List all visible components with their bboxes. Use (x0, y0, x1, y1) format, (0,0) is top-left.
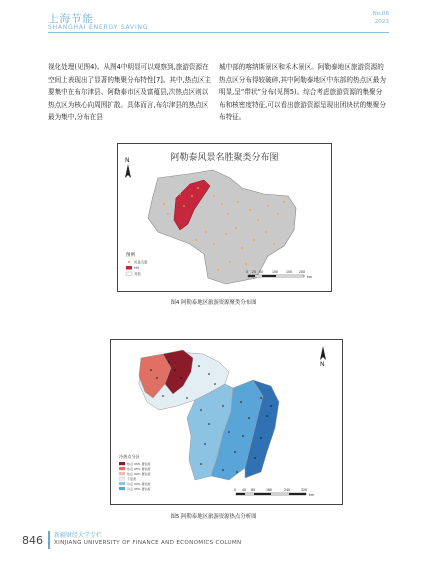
legend-item: 冷点 90% 置信度 (127, 481, 151, 486)
legend-swatch (119, 482, 125, 485)
figure-title: 阿勒泰风景名胜聚类分布图 (170, 153, 279, 163)
page-number: 846 (22, 534, 43, 547)
svg-text:25: 25 (252, 270, 257, 274)
header-divider (48, 32, 389, 33)
svg-text:100: 100 (272, 270, 279, 274)
svg-text:40: 40 (242, 488, 247, 492)
legend-item: HH (134, 266, 140, 270)
legend-item: 热点 90% 置信度 (127, 471, 151, 476)
svg-text:150: 150 (286, 270, 293, 274)
hotspot-map-graphic (111, 340, 342, 504)
legend-swatch (119, 467, 125, 470)
legend-swatch (119, 487, 125, 490)
legend-swatch (119, 462, 125, 465)
north-arrow-icon (320, 346, 326, 360)
north-label: N (125, 157, 130, 164)
legend-item: 热点 99% 置信度 (127, 461, 151, 466)
legend-item: 热点 95% 置信度 (127, 466, 151, 471)
svg-text:80: 80 (251, 488, 256, 492)
issue-number: No.06 (372, 11, 389, 17)
cluster-map-graphic (118, 144, 331, 291)
issue-year: 2023 (374, 19, 389, 25)
figure-caption: 图5 阿勒泰地区旅游资源热点分析图 (170, 514, 257, 520)
north-label: N (320, 361, 325, 368)
svg-text:km: km (307, 275, 312, 279)
legend-swatch (119, 472, 125, 475)
svg-text:320: 320 (301, 488, 308, 492)
region-shape (148, 170, 296, 284)
legend-item: 不显著 (127, 476, 137, 481)
legend-hh-swatch (126, 266, 132, 270)
figure-cluster-map (117, 143, 332, 292)
paragraph-right: 城中部的喀纳斯景区和禾木景区。阿勒泰地区旅游资源的热点区分布得较破碎,其中阿勒泰地区中东部的热点区最为明显,呈“带状”分布(见图5)。综合考虑旅游资源的集聚分布和核密度特征,可以看出旅游资源呈现出团块状的集聚分布特征。 (219, 63, 386, 122)
paragraph-left: 视化处理(见图4)。从图4中明显可以观察到,旅游资源在空间上表现出了显著的集聚分布特性[7]。其中,热点区主要集中在布尔津县、阿勒泰市区及富蕴县,次热点区则以热点区为核心向周围扩散。具体而言,布尔津县的热点区最为集中,分布在县 (48, 63, 212, 122)
column-name-en: XINJIANG UNIVERSITY OF FINANCE AND ECONOMICS COLUMN (54, 540, 242, 546)
svg-text:160: 160 (266, 488, 273, 492)
journal-title: 上海节能 (48, 13, 94, 25)
svg-text:240: 240 (284, 488, 291, 492)
text-column-right (219, 61, 387, 124)
figure-hotspot-map (110, 339, 343, 505)
svg-text:km: km (309, 493, 314, 497)
legend-other-swatch (126, 272, 132, 276)
legend-title: 图例 (126, 253, 135, 258)
svg-text:200: 200 (299, 270, 306, 274)
svg-text:0: 0 (246, 270, 249, 274)
legend-title: 冷热点分区 (119, 454, 140, 459)
scale-bar (234, 488, 314, 497)
text-column-left (48, 61, 212, 124)
north-arrow-icon (125, 164, 131, 178)
column-name: 新疆财经大学专栏 (54, 532, 103, 539)
legend-item: 冷点 95% 置信度 (127, 486, 151, 491)
legend-poi-swatch (128, 261, 130, 263)
svg-text:0: 0 (234, 488, 237, 492)
legend-swatch (119, 477, 125, 480)
legend-item: 其他 (134, 272, 141, 276)
figure-caption: 图4 阿勒泰地区旅游资源聚类分布图 (170, 300, 257, 306)
svg-text:50: 50 (259, 270, 264, 274)
legend-item: 风景名胜 (134, 260, 148, 265)
journal-subtitle: SHANGHAI ENERGY SAVING (48, 24, 149, 31)
issue-info (373, 10, 389, 26)
footer-divider (48, 531, 50, 549)
